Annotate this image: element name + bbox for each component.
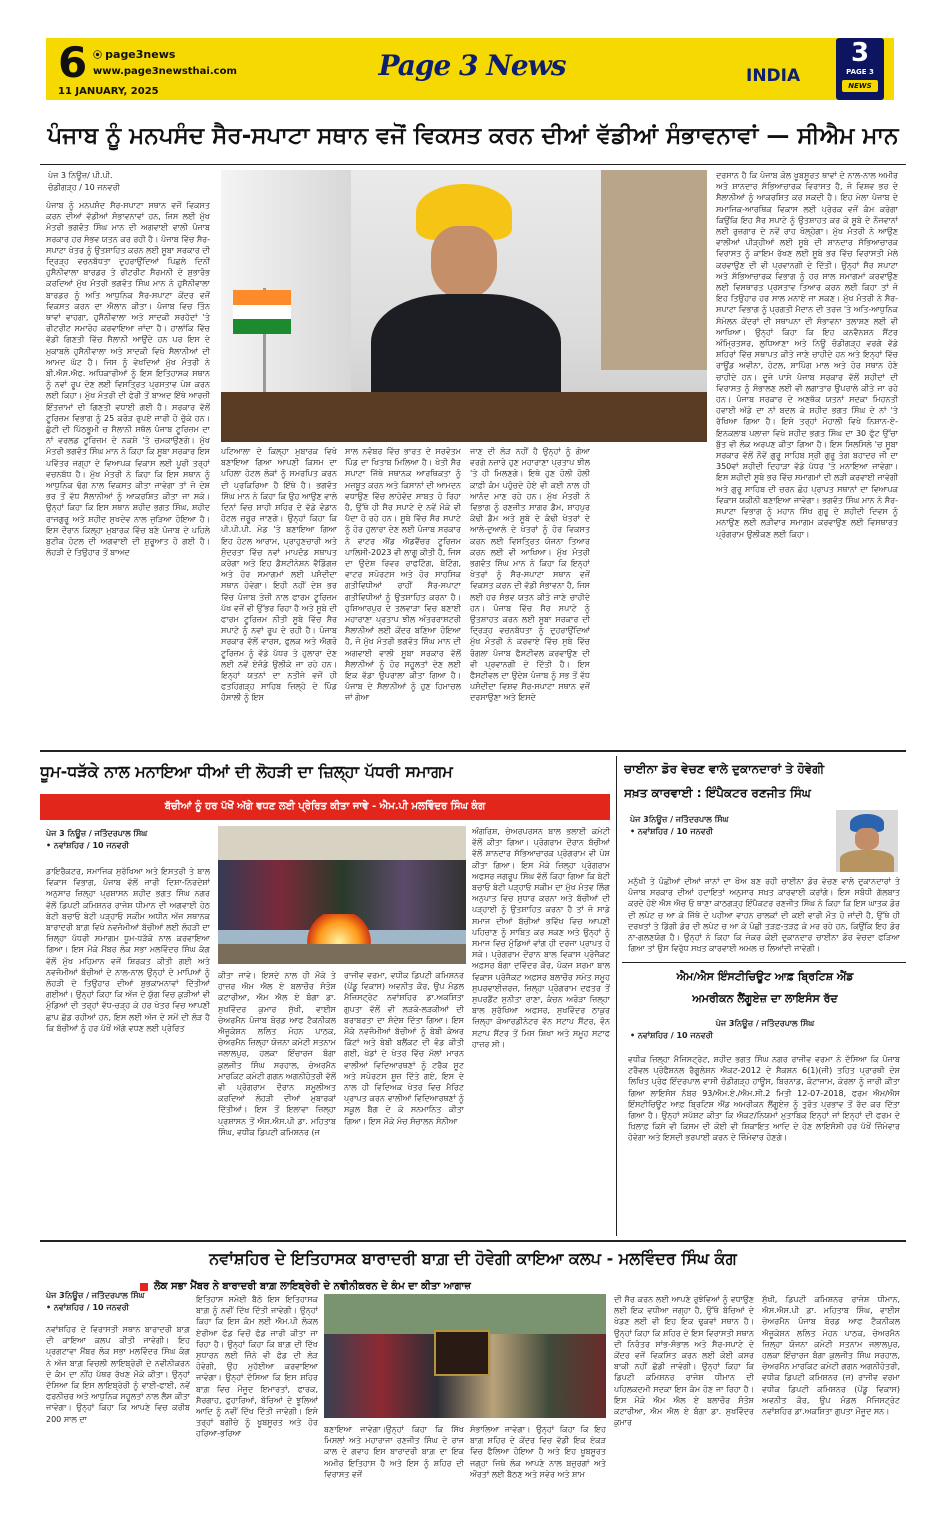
story3-body: ਮਨੁੱਖੀ ਤੇ ਪੰਛੀਆਂ ਦੀਆਂ ਜਾਨਾਂ ਦਾ ਖੌਅ ਬਣ ਰਹੀ ਚਾਈਨਾ ਡੋਰ ਵੇਚਣ ਵਾਲੇ ਦੁਕਾਨਦਾਰਾਂ ਤੇ ਪੰਜਾਬ ਸਰਕਾਰ ਦੀਆਂ ਹਦਾਇਤਾਂ ਅਨੁਸਾਰ ਸਖ਼ਤ ਕਾਰਵਾਈ ਕਰਾਂਗੇ। ਇਸ ਸਬੰਧੀ ਗੱਲਬਾਤ ਕਰਦੇ ਹੋਏ ਐਸ ਐਚ ਓ ਥਾਣਾ ਕਾਠਗੜ੍ਹ ਇੰਪੈਕਟਰ ਰਣਜੀਤ ਸਿੰਘ ਨੇ ਕਿਹਾ ਕਿ ਇਸ ਘਾਤਕ ਡੋਰ ਦੀ ਲਪੇਟ ਚ ਆ ਕੇ ਜਿੱਥੇ ਦੋ ਪਹੀਆ ਵਾਹਨ ਚਾਲਕਾਂ ਦੀ ਕਈ ਵਾਰੀ ਮੌਤ ਹੋ ਜਾਂਦੀ ਹੈ, ਉੱਥੇ ਹੀ ਦਰਖਤਾਂ ਤੇ ਡਿੱਗੀ ਡੋਰ ਦੀ ਲਪੇਟ ਚ ਆ ਕੇ ਪੰਛੀ ਤੜਫ਼-ਤੜਫ਼ ਕੇ ਮਰ ਰਹੇ ਹਨ, ਕਿਉਂਕਿ ਇਹ ਡੋਰ ਨਾ-ਗਲਣਯੋਗ ਹੈ। ਉਨ੍ਹਾਂ ਨੇ ਕਿਹਾ ਕਿ ਜੇਕਰ ਕੋਈ ਦੁਕਾਨਦਾਰ ਚਾਈਨਾ ਡੋਰ ਵੇਚਦਾ ਫੜਿਆ ਗਿਆ ਤਾਂ ਉਸ ਵਿਰੁੱਧ ਸਖ਼ਤ ਕਾਰਵਾਈ ਅਮਲ ਚ ਲਿਆਂਦੀ ਜਾਵੇਗੀ। [628,877,900,954]
face [431,226,497,298]
story2-col3: ਰਾਜੀਵ ਵਰਮਾ, ਵਧੀਕ ਡਿਪਟੀ ਕਮਿਸ਼ਨਰ (ਪੇਂਡੂ ਵਿਕਾਸ) ਅਵਨੀਤ ਕੌਰ, ਉਪ ਮੰਡਲ ਮੈਜਿਸਟ੍ਰੇਟ ਨਵਾਂਸ਼ਹਿਰ ਡਾ.ਅਕਸ਼ਿਤਾ ਗੁਪਤਾ ਵੱਲੋਂ ਵੀ ਲੜਕੇ-ਲੜਕੀਆਂ ਦੀ ਬਰਾਬਰਤਾ ਦਾ ਸੰਦੇਸ਼ ਦਿੱਤਾ ਗਿਆ। ਇਸ ਮੌਕੇ ਨਵਜੰਮੀਆਂ ਬੱਚੀਆਂ ਨੂੰ ਬੇਬੀ ਕੇਅਰ ਕਿੱਟਾਂ ਅਤੇ ਬੇਬੀ ਬਲੈਂਕਟ ਦੀ ਵੰਡ ਕੀਤੀ ਗਈ, ਖੇਡਾਂ ਦੇ ਖੇਤਰ ਵਿੱਚ ਮੱਲਾਂ ਮਾਰਨ ਵਾਲੀਆਂ ਵਿਦਿਆਰਥਣਾਂ ਨੂੰ ਟਰੈਕ ਸੂਟ ਅਤੇ ਸਪੋਰਟਸ ਸ਼ੂਜ਼ ਦਿੱਤੇ ਗਏ, ਇਸ ਦੇ ਨਾਲ ਹੀ ਵਿਦਿਅਕ ਖੇਤਰ ਵਿਚ ਮੈਰਿਟ ਪ੍ਰਾਪਤ ਕਰਨ ਵਾਲੀਆਂ ਵਿਦਿਆਰਥਣਾਂ ਨੂੰ ਸਕੂਲ ਬੈਗ ਦੇ ਕੇ ਸਨਮਾਨਿਤ ਕੀਤਾ ਗਿਆ। ਇਸ ਮੌਕੇ ਮੰਚ ਸੰਚਾਲਨ ਸੋਨੀਆ [344,971,464,1126]
story5-col6: ਸੁੱਖੀ, ਡਿਪਟੀ ਕਮਿਸ਼ਨਰ ਰਾਜੇਸ਼ ਧੀਮਾਨ, ਐਸ.ਐਸ.ਪੀ ਡਾ. ਮਹਿਤਾਬ ਸਿੰਘ, ਵਾਈਸ ਚੇਅਰਮੈਨ ਪੰਜਾਬ ਬੋਰਡ ਆਫ ਟੈਕਨੀਕਲ ਐਜੂਕੇਸ਼ਨ ਲਲਿਤ ਮੋਹਨ ਪਾਠਕ, ਚੇਅਰਮੈਨ ਜ਼ਿਲ੍ਹਾ ਯੋਜਨਾ ਕਮੇਟੀ ਸਤਨਾਮ ਜਲਾਲਪੁਰ, ਹਲਕਾ ਇੰਚਾਰਜ ਬੰਗਾ ਕੁਲਜੀਤ ਸਿੰਘ ਸਰਹਾਲ, ਚੇਅਰਮੈਨ ਮਾਰਕਿਟ ਕਮੇਟੀ ਗਗਨ ਅਗਨੀਹੋਤਰੀ, ਵਧੀਕ ਡਿਪਟੀ ਕਮਿਸ਼ਨਰ (ਜ) ਰਾਜੀਵ ਵਰਮਾ ਵਧੀਕ ਡਿਪਟੀ ਕਮਿਸ਼ਨਰ (ਪੇਂਡੂ ਵਿਕਾਸ) ਅਵਨੀਤ ਕੌਰ, ਉਪ ਮੰਡਲ ਮੈਜਿਸਟ੍ਰੇਟ ਨਵਾਂਸ਼ਹਿਰ ਡਾ.ਅਕਸ਼ਿਤਾ ਗੁਪਤਾ ਮੌਜੂਦ ਸਨ। [762,1295,900,1417]
site-label: page3news [105,48,176,61]
story5-subhead: ਲੋਕ ਸਭਾ ਮੈਂਬਰ ਨੇ ਬਾਰਾਦਰੀ ਬਾਗ਼ ਲਾਇਬ੍ਰੇਰੀ ਦੇ ਨਵੀਨੀਕਰਨ ਦੇ ਕੰਮ ਦਾ ਕੀਤਾ ਆਗਾਜ਼ [154,1281,471,1292]
byline-place: • ਨਵਾਂਸ਼ਹਿਰ / 10 ਜਨਵਰੀ [630,1031,713,1040]
trees [324,1294,606,1334]
desk [221,392,707,442]
globe-icon: ⦿ [93,51,106,61]
story4-body: ਵਧੀਕ ਜ਼ਿਲ੍ਹਾ ਮੈਜਿਸਟ੍ਰੇਟ, ਸ਼ਹੀਦ ਭਗਤ ਸਿੰਘ ਨਗਰ ਰਾਜੀਵ ਵਰਮਾ ਨੇ ਦੱਸਿਆ ਕਿ ਪੰਜਾਬ ਟਰੈਵਲ ਪ੍ਰੋਫੈਸ਼ਨਲ ਰੈਗੂਲੇਸ਼ਨ ਐਕਟ-2012 ਦੇ ਸੈਕਸ਼ਨ 6(1)(ਜੀ) ਤਹਿਤ ਪ੍ਰਾਰਥੀ ਦੋਸ਼ ਲਿਖਿਤ ਪ੍ਰੋਫ ਇੰਦਰਪਾਲ ਵਾਸੀ ਚੰਡੀਗੜ੍ਹ ਹਾਊਸ, ਬਿਰਨਾਡ, ਕੋਟਾਜਾਮ, ਕੇਰਲਾ ਨੂੰ ਜਾਰੀ ਕੀਤਾ ਗਿਆ ਲਾਇਸੰਸ ਨੰਬਰ 93/ਐਮ.ਏ./ਐਮ.ਸੀ.2 ਮਿਤੀ 12-07-2018, ਫਰਮ ਐਮ/ਐਸ ਇੰਸਟੀਚਿਊਟ ਆਫ਼ ਬ੍ਰਿਟਿਸ਼ ਐਂਡ ਅਮਰੀਕਨ ਲੈਂਗੂਏਜ਼ ਨੂੰ ਤੁਰੰਤ ਪ੍ਰਭਾਵ ਤੋਂ ਰੱਦ ਕਰ ਦਿੱਤਾ ਗਿਆ ਹੈ। ਉਨ੍ਹਾਂ ਸਪੱਸ਼ਟ ਕੀਤਾ ਕਿ ਐਕਟ/ਨਿਯਮਾਂ ਮੁਤਾਬਿਕ ਇਨ੍ਹਾਂ ਜਾਂ ਇਨ੍ਹਾਂ ਦੀ ਫਰਮ ਦੇ ਖ਼ਿਲਾਫ਼ ਕਿਸੇ ਵੀ ਕਿਸਮ ਦੀ ਕੋਈ ਵੀ ਸ਼ਿਕਾਇਤ ਆਦਿ ਦੇ ਹੋਣ ਲਾਇਸੰਸੀ ਹਰ ਪੱਖੋਂ ਜ਼ਿੰਮੇਵਾਰ ਹੋਵੇਗਾ ਅਤੇ ਇਸਦੀ ਭਰਪਾਈ ਕਰਨ ਦੇ ਜ਼ਿੰਮੇਵਾਰ ਹੋਣਗੇ। [628,1055,900,1143]
story5-col3: ਬਣਾਇਆ ਜਾਵੇਗਾ।ਉਨ੍ਹਾਂ ਕਿਹਾ ਕਿ ਸਿੱਖ ਮਿਸਲਾਂ ਅਤੇ ਮਹਾਰਾਜਾ ਰਣਜੀਤ ਸਿੰਘ ਦੇ ਰਾਜ ਕਾਲ ਦੇ ਗਵਾਹ ਇਸ ਬਾਰਾਦਰੀ ਬਾਗ਼ ਦਾ ਇਕ ਅਮੀਰ ਇਤਿਹਾਸ ਹੈ ਅਤੇ ਇਸ ਨੂੰ ਸ਼ਹਿਰ ਦੀ ਵਿਰਾਸਤ ਵਜੋਂ [324,1425,464,1479]
badge-line1: PAGE 3 [846,68,874,76]
divider [40,750,906,752]
byline-agency: ਪੇਜ 3 ਨਿਊਜ਼/ ਪੀ.ਪੀ. [48,171,113,180]
byline-agency: ਪੇਜ 3ਨਿਊਜ਼ / ਜਤਿੰਦਰਪਾਲ ਸਿੰਘ [46,1291,145,1300]
page3-badge [836,38,884,100]
story1-headline: ਪੰਜਾਬ ਨੂੰ ਮਨਪਸੰਦ ਸੈਰ-ਸਪਾਟਾ ਸਥਾਨ ਵਜੋਂ ਵਿਕਸਤ ਕਰਨ ਦੀਆਂ ਵੱਡੀਆਂ ਸੰਭਾਵਨਾਵਾਂ — ਸੀਐਮ ਮਾਨ [47,123,899,149]
story2-col4: ਅੰਗਰਿਸ਼, ਚੇਅਰਪਰਸਨ ਬਾਲ ਭਲਾਈ ਕਮੇਟੀ ਵੱਲੋਂ ਕੀਤਾ ਗਿਆ। ਪ੍ਰੋਗਰਾਮ ਦੌਰਾਨ ਬੱਚੀਆਂ ਵੱਲੋਂ ਸ਼ਾਨਦਾਰ ਸੱਭਿਆਚਾਰਕ ਪ੍ਰੋਗਰਾਮ ਵੀ ਪੇਸ਼ ਕੀਤਾ ਗਿਆ। ਇਸ ਮੌਕੇ ਜ਼ਿਲ੍ਹਾ ਪ੍ਰੋਗਰਾਮ ਅਫਸਰ ਜਗਰੂਪ ਸਿੰਘ ਵੱਲੋਂ ਕਿਹਾ ਗਿਆ ਕਿ ਬੇਟੀ ਬਚਾਓ ਬੇਟੀ ਪੜ੍ਹਾਓ ਸਕੀਮ ਦਾ ਮੁੱਖ ਮੰਤਵ ਲਿੰਗ ਅਨੁਪਾਤ ਵਿਚ ਸੁਧਾਰ ਕਰਨਾ ਅਤੇ ਬੱਚੀਆਂ ਦੀ ਪੜ੍ਹਾਈ ਨੂੰ ਉਤਸ਼ਾਹਿਤ ਕਰਨਾ ਹੈ ਤਾਂ ਜੋ ਸਾਡੇ ਸਮਾਜ ਦੀਆਂ ਬੱਚੀਆਂ ਭਵਿੱਖ ਵਿਚ ਆਪਣੀ ਪਹਿਚਾਣ ਨੂੰ ਸਾਬਿਤ ਕਰ ਸਕਣ ਅਤੇ ਉਨ੍ਹਾਂ ਨੂੰ ਸਮਾਜ ਵਿਚ ਮੁੰਡਿਆਂ ਵਾਂਗ ਹੀ ਦਰਜਾ ਪ੍ਰਾਪਤ ਹੋ ਸਕੇ। ਪ੍ਰੋਗਰਾਮ ਦੌਰਾਨ ਬਾਲ ਵਿਕਾਸ ਪ੍ਰੋਜੈਕਟ ਅਫ਼ਸਰ ਬੰਗਾ ਦਵਿੰਦਰ ਕੌਰ, ਪੰਕਜ ਸ਼ਰਮਾ ਬਾਲ ਵਿਕਾਸ ਪ੍ਰੋਜੈਕਟ ਅਫ਼ਸਰ ਬਲਾਚੌਰ ਸਮੇਤ ਸਮੂਹ ਸੁਪਰਵਾਈਜ਼ਰਜ਼, ਜ਼ਿਲ੍ਹਾ ਪ੍ਰੋਗਰਾਮ ਦਫਤਰ ਤੋਂ ਸੁਪਰਡੈਂਟ ਸੁਨੀਤਾ ਰਾਣਾ, ਕੰਚਨ ਅਰੋੜਾ ਜ਼ਿਲ੍ਹਾ ਬਾਲ ਸੁਰੱਖਿਆ ਅਫਸਰ, ਸੁਖਵਿੰਦਰ ਠਾਕੁਰ ਜ਼ਿਲ੍ਹਾ ਕੋਆਰਡੀਨੇਟਰ ਵੱਨ ਸਟਾਪ ਸੈਂਟਰ, ਵੰਨ ਸਟਾਪ ਸੈਂਟਰ ਤੋਂ ਮਿਸ ਸ਼ਿਖਾ ਅਤੇ ਸਮੂਹ ਸਟਾਫ ਹਾਜ਼ਰ ਸੀ। [472,827,610,1049]
masthead [0,0,945,110]
story1-col5: ਦਰਸਾਨ ਹੈ ਕਿ ਪੰਜਾਬ ਕੋਲ ਖੂਬਸੂਰਤ ਥਾਵਾਂ ਦੇ ਨਾਲ-ਨਾਲ ਅਮੀਰ ਅਤੇ ਸ਼ਾਨਦਾਰ ਸੱਭਿਆਚਾਰਕ ਵਿਰਾਸਤ ਹੈ, ਜੋ ਵਿਸ਼ਵ ਭਰ ਦੇ ਸੈਲਾਨੀਆਂ ਨੂੰ ਆਕਰਸ਼ਿਤ ਕਰ ਸਕਦੀ ਹੈ। ਇਹ ਮੇਲਾ ਪੰਜਾਬ ਦੇ ਸਮਾਜਿਕ-ਆਰਥਿਕ ਵਿਕਾਸ ਲਈ ਪ੍ਰੇਰਕ ਵਜੋਂ ਕੰਮ ਕਰੇਗਾ ਕਿਉਂਕਿ ਇਹ ਸੈਰ ਸਪਾਟੇ ਨੂੰ ਉਤਸ਼ਾਹਤ ਕਰ ਕੇ ਸੂਬੇ ਦੇ ਨੌਜਵਾਨਾਂ ਲਈ ਰੁਜ਼ਗਾਰ ਦੇ ਨਵੇਂ ਰਾਹ ਖੋਲ੍ਹੇਗਾ। ਮੁੱਖ ਮੰਤਰੀ ਨੇ ਆਉਣ ਵਾਲੀਆਂ ਪੀੜ੍ਹੀਆਂ ਲਈ ਸੂਬੇ ਦੀ ਸ਼ਾਨਦਾਰ ਸੱਭਿਆਚਾਰਕ ਵਿਰਾਸਤ ਨੂੰ ਕਾਇਮ ਰੱਖਣ ਲਈ ਸੂਬੇ ਭਰ ਵਿੱਚ ਵਿਰਾਸਤੀ ਮੇਲੇ ਕਰਵਾਉਣ ਦੀ ਵੀ ਪ੍ਰਵਾਨਗੀ ਦੇ ਦਿੱਤੀ। ਉਨ੍ਹਾਂ ਸੈਰ ਸਪਾਟਾ ਅਤੇ ਸੱਭਿਆਚਾਰਕ ਵਿਭਾਗ ਨੂੰ ਹਰ ਸਾਲ ਸਮਾਗਮਾਂ ਕਰਵਾਉਣ ਲਈ ਵਿਸਥਾਰਤ ਪ੍ਰਸਤਾਵ ਤਿਆਰ ਕਰਨ ਲਈ ਕਿਹਾ ਤਾਂ ਜੋ ਇਹ ਤਿਉਹਾਰ ਹਰ ਸਾਲ ਮਨਾਏ ਜਾ ਸਕਣ। ਮੁੱਖ ਮੰਤਰੀ ਨੇ ਸੈਰ-ਸਪਾਟਾ ਵਿਭਾਗ ਨੂੰ ਪ੍ਰਗਤੀ ਮੈਦਾਨ ਦੀ ਤਰਜ਼ 'ਤੇ ਅਤਿ-ਆਧੁਨਿਕ ਸੰਮੇਲਨ ਕੇਂਦਰਾਂ ਦੀ ਸਥਾਪਨਾ ਦੀ ਸੰਭਾਵਨਾ ਤਲਾਸ਼ਣ ਲਈ ਵੀ ਆਖਿਆ। ਉਨ੍ਹਾਂ ਕਿਹਾ ਕਿ ਇਹ ਕਨਵੈਨਸ਼ਨ ਸੈਂਟਰ ਅੰਮ੍ਰਿਤਸਰ, ਲੁਧਿਆਣਾ ਅਤੇ ਨਿਊ ਚੰਡੀਗੜ੍ਹ ਵਰਗੇ ਵੱਡੇ ਸ਼ਹਿਰਾਂ ਵਿੱਚ ਸਥਾਪਤ ਕੀਤੇ ਜਾਣੇ ਚਾਹੀਦੇ ਹਨ ਅਤੇ ਇਨ੍ਹਾਂ ਵਿੱਚ ਰਾਊਂਡ ਅਵੀਨਾ, ਹੋਟਲ, ਸ਼ਾਪਿੰਗ ਮਾਲ ਅਤੇ ਹੋਰ ਸਥਾਨ ਹੋਣੇ ਚਾਹੀਦੇ ਹਨ। ਦੂਜੇ ਪਾਸੇ ਪੰਜਾਬ ਸਰਕਾਰ ਵੱਲੋਂ ਸ਼ਹੀਦਾਂ ਦੀ ਵਿਰਾਸਤ ਨੂੰ ਸੰਭਾਲਣ ਲਈ ਵੀ ਲਗਾਤਾਰ ਉਪਰਾਲੇ ਕੀਤੇ ਜਾ ਰਹੇ ਹਨ। ਪੰਜਾਬ ਸਰਕਾਰ ਦੇ ਅਣਥੱਕ ਯਤਨਾਂ ਸਦਕਾ ਮਿਹਨਤੀ ਹਵਾਈ ਅੱਡੇ ਦਾ ਨਾਂ ਬਦਲ ਕੇ ਸ਼ਹੀਦ ਭਗਤ ਸਿੰਘ ਦੇ ਨਾਂ 'ਤੇ ਰੱਖਿਆ ਗਿਆ ਹੈ। ਇਸੇ ਤਰ੍ਹਾਂ ਮੋਹਾਲੀ ਵਿਖੇ ਨਿਸ਼ਾਨ-ਏ-ਇਨਕਲਾਬ ਪਲਾਜ਼ਾ ਵਿਖੇ ਸ਼ਹੀਦ ਭਗਤ ਸਿੰਘ ਦਾ 30 ਫੁੱਟ ਉੱਚਾ ਬੁੱਤ ਵੀ ਲੋਕ ਅਰਪਣ ਕੀਤਾ ਗਿਆ ਹੈ। ਇਸ ਸਿਲਸਿਲੇ 'ਚ ਸੂਬਾ ਸਰਕਾਰ ਵੱਲੋਂ ਨੌਵੇਂ ਗੁਰੂ ਸਾਹਿਬ ਸ੍ਰੀ ਗੁਰੂ ਤੇਗ ਬਹਾਦਰ ਜੀ ਦਾ 350ਵਾਂ ਸ਼ਹੀਦੀ ਦਿਹਾੜਾ ਵੱਡੇ ਪੱਧਰ 'ਤੇ ਮਨਾਇਆ ਜਾਵੇਗਾ। ਇਸ ਸ਼ਹੀਦੀ ਸੂਬੇ ਭਰ ਵਿੱਚ ਸਮਾਗਮਾਂ ਦੀ ਲੜੀ ਕਰਵਾਈ ਜਾਵੇਗੀ ਅਤੇ ਗੁਰੂ ਸਾਹਿਬ ਦੀ ਚਰਨ ਛੋਹ ਪ੍ਰਾਪਤ ਸਥਾਨਾਂ ਦਾ ਵਿਆਪਕ ਵਿਕਾਸ ਯਕੀਨੀ ਬਣਾਇਆ ਜਾਵੇਗਾ। ਭਗਵੰਤ ਸਿੰਘ ਮਾਨ ਨੇ ਸੈਰ-ਸਪਾਟਾ ਵਿਭਾਗ ਨੂੰ ਮਹਾਨ ਸਿੱਖ ਗੁਰੂ ਦੇ ਸ਼ਹੀਦੀ ਦਿਵਸ ਨੂੰ ਮਨਾਉਣ ਲਈ ਲੜੀਵਾਰ ਸਮਾਗਮ ਕਰਵਾਉਣ ਲਈ ਵਿਸਥਾਰਤ ਪ੍ਰੋਗਰਾਮ ਉਲੀਕਣ ਲਈ ਕਿਹਾ। [716,171,898,539]
story1-col4: ਜਾਣ ਦੀ ਲੋੜ ਨਹੀਂ ਹੈ ਉਨ੍ਹਾਂ ਨੂੰ ਗੋਆ ਵਰਗੇ ਨਜ਼ਾਰੇ ਹੁਣ ਮਹਾਰਾਣਾ ਪ੍ਰਤਾਪ ਝੀਲ 'ਤੇ ਹੀ ਮਿਲਣਗੇ। ਇਥੇ ਹੁਣ ਹੋਲੀ ਹੋਲੀ ਕਾਫ਼ੀ ਕੰਮ ਪਹੁੰਚਦੇ ਹੋਏ ਵੀ ਕਈ ਨਾਲ ਹੀ ਆਨੰਦ ਮਾਣ ਰਹੇ ਹਨ। ਮੁੱਖ ਮੰਤਰੀ ਨੇ ਵਿਭਾਗ ਨੂੰ ਰਣਜੀਤ ਸਾਗਰ ਡੈਮ, ਸ਼ਾਹਪੁਰ ਕੰਢੀ ਡੈਮ ਅਤੇ ਸੂਬੇ ਦੇ ਕੰਢੀ ਖੇਤਰਾਂ ਦੇ ਆਲੇ-ਦੁਆਲੇ ਦੇ ਖੇਤਰਾਂ ਨੂੰ ਹੋਰ ਵਿਕਸਤ ਕਰਨ ਲਈ ਵਿਸਤ੍ਰਿਤ ਯੋਜਨਾ ਤਿਆਰ ਕਰਨ ਲਈ ਵੀ ਆਖਿਆ। ਮੁੱਖ ਮੰਤਰੀ ਭਗਵੰਤ ਸਿੰਘ ਮਾਨ ਨੇ ਕਿਹਾ ਕਿ ਇਨ੍ਹਾਂ ਖੇਤਰਾਂ ਨੂੰ ਸੈਰ-ਸਪਾਟਾ ਸਥਾਨ ਵਜੋਂ ਵਿਕਸਤ ਕਰਨ ਦੀ ਵੱਡੀ ਸੰਭਾਵਨਾ ਹੈ, ਜਿਸ ਲਈ ਹਰ ਸੰਭਵ ਯਤਨ ਕੀਤੇ ਜਾਣੇ ਚਾਹੀਦੇ ਹਨ। ਪੰਜਾਬ ਵਿੱਚ ਸੈਰ ਸਪਾਟੇ ਨੂੰ ਉਤਸ਼ਾਹਤ ਕਰਨ ਲਈ ਸੂਬਾ ਸਰਕਾਰ ਦੀ ਦ੍ਰਿੜ੍ਹ ਵਚਨਬੱਧਤਾ ਨੂੰ ਦੁਹਰਾਉਂਦਿਆਂ ਮੁੱਖ ਮੰਤਰੀ ਨੇ ਕਰਵਾਏ ਵਿੱਚ ਸੁਬੇ ਵਿੱਚ ਰੰਗਲਾ ਪੰਜਾਬ ਫੈਸਟੀਵਲ ਕਰਵਾਉਣ ਦੀ ਵੀ ਪ੍ਰਵਾਨਗੀ ਦੇ ਦਿੱਤੀ ਹੈ। ਇਸ ਫੈਸਟੀਵਲ ਦਾ ਉਦੇਸ਼ ਪੰਜਾਬ ਨੂੰ ਸਭ ਤੋਂ ਵੱਧ ਪਸੰਦੀਦਾ ਵਿਸ਼ਵ ਸੈਰ-ਸਪਾਟਾ ਸਥਾਨ ਵਜੋਂ ਦਰਸਾਉਣਾ ਅਤੇ ਇਸਦੇ [470,447,590,703]
story5-col2: ਇਤਿਹਾਸ ਸਮੋਈ ਬੈਠੇ ਇਸ ਇਤਿਹਾਸਕ ਬਾਗ਼ ਨੂੰ ਨਵੀਂ ਦਿੱਖ ਦਿੱਤੀ ਜਾਵੇਗੀ। ਉਨ੍ਹਾਂ ਕਿਹਾ ਕਿ ਇਸ ਕੰਮ ਲਈ ਐਮ.ਪੀ ਲੋਕਲ ਏਰੀਆ ਫੰਡ ਵਿਚੋਂ ਫੰਡ ਜਾਰੀ ਕੀਤਾ ਜਾ ਰਿਹਾ ਹੈ। ਉਨ੍ਹਾਂ ਕਿਹਾ ਕਿ ਬਾਗ਼ ਦੀ ਦਿੱਖ ਸੁਧਾਰਨ ਲਈ ਜਿੰਨੇ ਵੀ ਫੰਡ ਦੀ ਲੋੜ ਹੋਵੇਗੀ, ਉਹ ਮੁਹੱਈਆ ਕਰਵਾਇਆ ਜਾਵੇਗਾ। ਉਨ੍ਹਾਂ ਦੱਸਿਆ ਕਿ ਇਸ ਸ਼ਹਿਰ ਬਾਗ਼ ਵਿਚ ਮੌਜੂਦ ਇਮਾਰਤਾਂ, ਫਾਰਕ, ਸੈਰਗਾਹ, ਫੁਹਾਰਿਆਂ, ਬੱਚਿਆਂ ਦੇ ਝੂਲਿਆਂ ਆਦਿ ਨੂੰ ਨਵੀਂ ਦਿੱਖ ਦਿੱਤੀ ਜਾਵੇਗੀ। ਇਸੇ ਤਰ੍ਹਾਂ ਬਗੀਚੇ ਨੂੰ ਖੂਬਸੂਰਤ ਅਤੇ ਹੋਰ ਹਰਿਆ-ਭਰਿਆ [196,1295,318,1439]
story5-subhead-row [140,1276,820,1296]
byline-agency: ਪੇਜ 3ਨਿਊਜ਼ / ਜਤਿੰਦਰਪਾਲ ਸਿੰਘ [715,1019,815,1028]
story2-col2: ਕੀਤਾ ਜਾਵੇ। ਇਸਦੇ ਨਾਲ ਹੀ ਮੌਕੇ ਤੇ ਹਾਜ਼ਰ ਐਮ ਐਲ ਏ ਬਲਾਚੌਰ ਸੰਤੋਸ਼ ਕਟਾਰੀਆ, ਐਮ ਐਲ ਏ ਬੰਗਾ ਡਾ. ਸੁਖਵਿੰਦਰ ਕੁਮਾਰ ਸੁੱਖੀ, ਵਾਈਸ ਚੇਅਰਮੈਨ ਪੰਜਾਬ ਬੋਰਡ ਆਫ ਟੈਕਨੀਕਲ ਐਜੂਕੇਸ਼ਨ ਲਲਿਤ ਮੋਹਨ ਪਾਠਕ, ਚੇਅਰਮੈਨ ਜ਼ਿਲ੍ਹਾ ਯੋਜਨਾ ਕਮੇਟੀ ਸਤਨਾਮ ਜਲਾਲਪੁਰ, ਹਲਕਾ ਇੰਚਾਰਜ ਬੰਗਾ ਕੁਲਜੀਤ ਸਿੰਘ ਸਰਹਾਲ, ਚੇਅਰਮੈਨ ਮਾਰਕਿਟ ਕਮੇਟੀ ਗਗਨ ਅਗਨੀਹੋਤਰੀ ਵੱਲੋਂ ਵੀ ਪ੍ਰੋਗਰਾਮ ਦੌਰਾਨ ਸ਼ਮੂਲੀਅਤ ਕਰਦਿਆਂ ਲੋਹੜੀ ਦੀਆਂ ਮੁਬਾਰਕਾਂ ਦਿੱਤੀਆਂ। ਇਸ ਤੋਂ ਇਲਾਵਾ ਜ਼ਿਲ੍ਹਾ ਪ੍ਰਸ਼ਾਸਨ ਤੋਂ ਐਸ.ਐਸ.ਪੀ ਡਾ. ਮਹਿਤਾਬ ਸਿੰਘ, ਵਧੀਕ ਡਿਪਟੀ ਕਮਿਸ਼ਨਰ (ਜ [218,971,336,1137]
byline-place: • ਨਵਾਂਸ਼ਹਿਰ / 10 ਜਨਵਰੀ [46,841,129,850]
story4-headline-line1: ਐਮ/ਐਸ ਇੰਸਟੀਚਿਊਟ ਆਫ਼ ਬ੍ਰਿਟਿਸ਼ ਐਂਡ [676,970,854,983]
byline-agency: ਪੇਜ 3ਨਿਊਜ਼ / ਜਤਿੰਦਰਪਾਲ ਸਿੰਘ [630,815,729,824]
site-url[interactable]: www.page3newsthai.com [93,66,237,77]
story5-col5: ਦੀ ਸੈਰ ਕਰਨ ਲਈ ਆਪਣੇ ਰੁਝੇਵਿਆਂ ਨੂੰ ਵਧਾਉਣ ਲਈ ਇਕ ਵਧੀਆ ਜਗ੍ਹਾ ਹੈ, ਉੱਥੇ ਬੱਚਿਆਂ ਦੇ ਖੇਡਣ ਲਈ ਵੀ ਇਹ ਇਕ ਢੁਕਵਾਂ ਸਥਾਨ ਹੈ। ਉਨ੍ਹਾਂ ਕਿਹਾ ਕਿ ਸ਼ਹਿਰ ਦੇ ਇਸ ਵਿਰਾਸਤੀ ਸਥਾਨ ਦੀ ਨਿਰੰਤਰ ਸਾਂਭ-ਸੰਭਾਲ ਅਤੇ ਸੈਰ-ਸਪਾਟੇ ਦੇ ਕੇਂਦਰ ਵਜੋਂ ਵਿਕਸਿਤ ਕਰਨ ਲਈ ਕੋਈ ਕਸਰ ਬਾਕੀ ਨਹੀਂ ਛੱਡੀ ਜਾਵੇਗੀ। ਉਨ੍ਹਾਂ ਕਿਹਾ ਕਿ ਡਿਪਟੀ ਕਮਿਸ਼ਨਰ ਰਾਜੇਸ਼ ਧੀਮਾਨ ਦੀ ਪਹਿਲਕਦਮੀ ਸਦਕਾ ਇਸ ਕੰਮ ਹੋਣ ਜਾ ਰਿਹਾ ਹੈ। ਇਸ ਮੌਕੇ ਐਮ ਐਲ ਏ ਬਲਾਚੌਰ ਸੰਤੋਸ਼ ਕਟਾਰੀਆ, ਐਮ ਐਲ ਏ ਬੰਗਾ ਡਾ. ਸੁਖਵਿੰਦਰ ਕੁਮਾਰ [614,1295,754,1428]
story5-headline: ਨਵਾਂਸ਼ਹਿਰ ਦੇ ਇਤਿਹਾਸਕ ਬਾਰਾਦਰੀ ਬਾਗ਼ ਦੀ ਹੋਵੇਗੀ ਕਾਇਆ ਕਲਪ - ਮਲਵਿੰਦਰ ਸਿੰਘ ਕੰਗ [209,1249,737,1268]
story5-col1: ਨਵਾਂਸ਼ਹਿਰ ਦੇ ਵਿਰਾਸਤੀ ਸਥਾਨ ਬਾਰਾਦਰੀ ਬਾਗ਼ ਦੀ ਕਾਇਆ ਕਲਪ ਕੀਤੀ ਜਾਵੇਗੀ। ਇਹ ਪ੍ਰਗਟਾਵਾ ਮੈਂਬਰ ਲੋਕ ਸਭਾ ਮਲਵਿੰਦਰ ਸਿੰਘ ਕੰਗ ਨੇ ਅੱਜ ਬਾਗ਼ ਵਿਚਲੀ ਲਾਇਬ੍ਰੇਰੀ ਦੇ ਨਵੀਨੀਕਰਨ ਦੇ ਕੰਮ ਦਾ ਨੀਂਹ ਪੱਥਰ ਰੱਖਣ ਮੌਕੇ ਕੀਤਾ। ਉਨ੍ਹਾਂ ਦੱਸਿਆ ਕਿ ਇਸ ਲਾਇਬ੍ਰੇਰੀ ਨੂੰ ਵਾਈ-ਫਾਈ, ਨਵੇਂ ਫਰਨੀਚਰ ਅਤੇ ਆਧੁਨਿਕ ਸਹੂਲਤਾਂ ਨਾਲ ਲੈਸ ਕੀਤਾ ਜਾਵੇਗਾ। ਉਨ੍ਹਾਂ ਕਿਹਾ ਕਿ ਆਪਣੇ ਵਿਚ ਕਰੀਬ 200 ਸਾਲ ਦਾ [46,1325,190,1424]
divider [622,962,906,963]
face [855,828,879,850]
logo: Page 3 News [378,49,566,82]
story3-byline [630,814,830,838]
byline-place: • ਨਵਾਂਸ਼ਹਿਰ / 10 ਜਨਵਰੀ [630,827,713,836]
story1-col2: ਪਟਿਆਲਾ ਦੇ ਕਿਲ੍ਹਾ ਮੁਬਾਰਕ ਵਿਖੇ ਬਣਾਇਆ ਗਿਆ ਆਪਣੀ ਕਿਸਮ ਦਾ ਪਹਿਲਾ ਹੋਟਲ ਲੋਕਾਂ ਨੂੰ ਸਮਰਪਿਤ ਕਰਨ ਦੀ ਪ੍ਰਕਿਰਿਆ ਹੈ ਇੱਥੇ ਹੈ। ਭਗਵੰਤ ਸਿੰਘ ਮਾਨ ਨੇ ਕਿਹਾ ਕਿ ਉਹ ਆਉਣ ਵਾਲੇ ਦਿਨਾਂ ਵਿਚ ਸ਼ਾਹੀ ਸ਼ਹਿਰ ਦੇ ਵੱਡੇ ਵੰਡਾਨ ਹੋਟਲ ਜ਼ਰੂਰ ਜਾਣਗੇ। ਉਨ੍ਹਾਂ ਕਿਹਾ ਕਿ ਪੀ.ਪੀ.ਪੀ. ਮੋਡ 'ਤੇ ਬਣਾਇਆ ਗਿਆ ਇਹ ਹੋਟਲ ਆਰਾਮ, ਪ੍ਰਾਹੁਣਚਾਰੀ ਅਤੇ ਸੁੰਦਰਤਾ ਵਿੱਚ ਨਵਾਂ ਮਾਪਦੰਡ ਸਥਾਪਤ ਕਰੇਗਾ ਅਤੇ ਇਹ ਡੈਸਟੀਨੇਸ਼ਨ ਵੈਡਿੰਗਜ਼ ਅਤੇ ਹੋਰ ਸਮਾਗਮਾਂ ਲਈ ਪਸੰਦੀਦਾ ਸਥਾਨ ਹੋਵੇਗਾ। ਇਹੀ ਨਹੀਂ ਦੇਸ਼ ਭਰ ਵਿੱਚ ਪੰਜਾਬ ਤੇਜ਼ੀ ਨਾਲ ਫਾਰਮ ਟੂਰਿਜ਼ਮ ਪੱਖ ਵਜੋਂ ਵੀ ਉੱਭਰ ਰਿਹਾ ਹੈ ਅਤੇ ਸੂਬੇ ਦੀ ਫਾਰਮ ਟੂਰਿਜ਼ਮ ਨੀਤੀ ਸੂਬੇ ਵਿੱਚ ਸੈਰ ਸਪਾਟੇ ਨੂੰ ਨਵਾਂ ਰੂਪ ਦੇ ਰਹੀ ਹੈ। ਪੰਜਾਬ ਸਰਕਾਰ ਵੱਲੋਂ ਵਾਰਸ, ਫੁਲਕ ਅਤੇ ਐਗਰੋ ਟੂਰਿਜ਼ਮ ਨੂੰ ਵੱਡੇ ਪੱਧਰ ਤੇ ਹੁਲਾਰਾ ਦੇਣ ਲਈ ਨਵੇਂ ਏਜੰਡੇ ਉਲੀਕੇ ਜਾ ਰਹੇ ਹਨ। ਇਨ੍ਹਾਂ ਯਤਨਾਂ ਦਾ ਨਤੀਜੇ ਵਜੋਂ ਹੀ ਫਤਹਿਗੜ੍ਹ ਸਾਹਿਬ ਜ਼ਿਲ੍ਹੇ ਦੇ ਪਿੰਡ ਹੰਸਾਲੀ ਨੂੰ ਇਸ [221,447,337,703]
story2-byline [46,828,216,852]
edition-label: INDIA [746,66,801,86]
story2-col1: ਡਾਇਰੈਕਟਰ, ਸਮਾਜਿਕ ਸੁਰੱਖਿਆ ਅਤੇ ਇਸਤਰੀ ਤੇ ਬਾਲ ਵਿਕਾਸ ਵਿਭਾਗ, ਪੰਜਾਬ ਵੱਲੋਂ ਜਾਰੀ ਦਿਸ਼ਾ-ਨਿਰਦੇਸ਼ਾਂ ਅਨੁਸਾਰ ਜ਼ਿਲ੍ਹਾ ਪ੍ਰਸ਼ਾਸਨ ਸ਼ਹੀਦ ਭਗਤ ਸਿੰਘ ਨਗਰ ਵੱਲੋਂ ਡਿਪਟੀ ਕਮਿਸ਼ਨਰ ਰਾਜੇਸ਼ ਧੀਮਾਨ ਦੀ ਅਗਵਾਈ ਹੇਠ ਬੇਟੀ ਬਚਾਓ ਬੇਟੀ ਪੜ੍ਹਾਓ ਸਕੀਮ ਅਧੀਨ ਅੱਜ ਸਥਾਨਕ ਬਾਰਾਦਰੀ ਬਾਗ਼ ਵਿਖੇ ਨਵਜੰਮੀਆਂ ਬੱਚੀਆਂ ਲਈ ਲੋਹੜੀ ਦਾ ਜ਼ਿਲ੍ਹਾ ਪੱਧਰੀ ਸਮਾਗਮ ਧੂਮ-ਧੜੱਕੇ ਨਾਲ ਕਰਵਾਇਆ ਗਿਆ। ਇਸ ਮੌਕੇ ਮੈਂਬਰ ਲੋਕ ਸਭਾ ਮਲਵਿੰਦਰ ਸਿੰਘ ਕੰਗ ਵੱਲੋਂ ਮੁੱਖ ਮਹਿਮਾਨ ਵਜੋਂ ਸ਼ਿਰਕਤ ਕੀਤੀ ਗਈ ਅਤੇ ਨਵਜੰਮੀਆਂ ਬੱਚੀਆਂ ਦੇ ਨਾਲ-ਨਾਲ ਉਨ੍ਹਾਂ ਦੇ ਮਾਪਿਆਂ ਨੂੰ ਲੋਹੜੀ ਦੇ ਤਿਉਹਾਰ ਦੀਆਂ ਸ਼ੁਭਕਾਮਨਾਵਾਂ ਦਿੱਤੀਆਂ ਗਈਆਂ। ਉਨ੍ਹਾਂ ਕਿਹਾ ਕਿ ਅੱਜ ਦੇ ਯੁੱਗ ਵਿਚ ਕੁੜੀਆਂ ਵੀ ਮੁੰਡਿਆਂ ਦੀ ਤਰ੍ਹਾਂ ਵੱਧ-ਚੜ੍ਹ ਕੇ ਹਰ ਖੇਤਰ ਵਿਚ ਆਪਣੀ ਛਾਪ ਛੱਡ ਰਹੀਆਂ ਹਨ, ਇਸ ਲਈ ਅੱਜ ਦੇ ਸਮੇਂ ਦੀ ਲੋੜ ਹੈ ਕਿ ਬੱਚੀਆਂ ਨੂੰ ਹਰ ਪੱਖੋਂ ਅੱਗੇ ਵਧਣ ਲਈ ਪ੍ਰੇਰਿਤ [46,867,210,1033]
byline-agency: ਪੇਜ 3 ਨਿਊਜ਼ / ਜਤਿੰਦਰਪਾਲ ਸਿੰਘ [46,829,148,838]
page-number: 6 [58,38,88,87]
story1-byline [48,170,208,194]
story2-subhead-band [40,794,610,820]
story1-col3: ਸਾਲ ਨਵੰਬਰ ਵਿੱਚ ਭਾਰਤ ਦੇ ਸਰਵੋਤਮ ਪਿੰਡ ਦਾ ਖਿਤਾਬ ਮਿਲਿਆ ਹੈ। ਖੇਤੀ ਸੈਰ ਸਪਾਟਾ ਜਿੱਥੇ ਸਥਾਨਕ ਆਰਥਿਕਤਾ ਨੂੰ ਮਜ਼ਬੂਤ ਕਰਨ ਅਤੇ ਕਿਸਾਨਾਂ ਦੀ ਆਮਦਨ ਵਧਾਉਣ ਵਿੱਚ ਲਾਹੇਵੰਦ ਸਾਬਤ ਹੋ ਰਿਹਾ ਹੈ, ਉੱਥੇ ਹੀ ਸੈਰ ਸਪਾਟੇ ਦੇ ਨਵੇਂ ਮੌਕੇ ਵੀ ਪੈਦਾ ਹੋ ਰਹੇ ਹਨ। ਸੂਬੇ ਵਿੱਚ ਸੈਰ ਸਪਾਟੇ ਨੂੰ ਹੋਰ ਹੁਲਾਰਾ ਦੇਣ ਲਈ ਪੰਜਾਬ ਸਰਕਾਰ ਨੇ ਵਾਟਰ ਐਂਡ ਐਡਵੈਂਚਰ ਟੂਰਿਜ਼ਮ ਪਾਲਿਸੀ-2023 ਵੀ ਲਾਗੂ ਕੀਤੀ ਹੈ, ਜਿਸ ਦਾ ਉਦੇਸ਼ ਰਿਵਰ ਰਾਫਟਿੰਗ, ਬੋਟਿੰਗ, ਵਾਟਰ ਸਪੋਰਟਸ ਅਤੇ ਹੋਰ ਸਾਹਸਿਕ ਗਤੀਵਿਧੀਆਂ ਰਾਹੀਂ ਸੈਰ-ਸਪਾਟਾ ਗਤੀਵਿਧੀਆਂ ਨੂੰ ਉਤਸ਼ਾਹਿਤ ਕਰਨਾ ਹੈ। ਹੁਸ਼ਿਆਰਪੁਰ ਦੇ ਤਲਵਾੜਾ ਵਿਚ ਬਣਾਈ ਮਹਾਰਾਣਾ ਪ੍ਰਤਾਪ ਝੀਲ ਅੰਤਰਰਾਸ਼ਟਰੀ ਸੈਲਾਨੀਆਂ ਲਈ ਕੇਂਦਰ ਬਣਿਆ ਹੋਇਆ ਹੈ, ਜੋ ਮੁੱਖ ਮੰਤਰੀ ਭਗਵੰਤ ਸਿੰਘ ਮਾਨ ਦੀ ਅਗਵਾਈ ਵਾਲੀ ਸੂਬਾ ਸਰਕਾਰ ਵੱਲੋਂ ਸੈਲਾਨੀਆਂ ਨੂੰ ਹੋਰ ਸਹੂਲਤਾਂ ਦੇਣ ਲਈ ਇਕ ਵੱਡਾ ਉਪਰਾਲਾ ਕੀਤਾ ਗਿਆ ਹੈ। ਪੰਜਾਬ ਦੇ ਸੈਲਾਨੀਆਂ ਨੂੰ ਹੁਣ ਹਿਮਾਚਲ ਜਾਂ ਗੋਆ [345,447,461,703]
badge-line2: NEWS [842,80,878,92]
story2-headline: ਧੂਮ-ਧੜੱਕੇ ਨਾਲ ਮਨਾਇਆ ਧੀਆਂ ਦੀ ਲੋਹੜੀ ਦਾ ਜ਼ਿਲ੍ਹਾ ਪੱਧਰੀ ਸਮਾਗਮ [40,762,453,781]
lohri-event-photo [218,826,466,964]
story1-col1: ਪੰਜਾਬ ਨੂੰ ਮਨਪਸੰਦ ਸੈਰ-ਸਪਾਟਾ ਸਥਾਨ ਵਜੋਂ ਵਿਕਸਤ ਕਰਨ ਦੀਆਂ ਵੱਡੀਆਂ ਸੰਭਾਵਨਾਵਾਂ ਹਨ, ਜਿਸ ਲਈ ਮੁੱਖ ਮੰਤਰੀ ਭਗਵੰਤ ਸਿੰਘ ਮਾਨ ਦੀ ਅਗਵਾਈ ਵਾਲੀ ਪੰਜਾਬ ਸਰਕਾਰ ਹਰ ਸੰਭਵ ਯਤਨ ਕਰ ਰਹੀ ਹੈ। ਪੰਜਾਬ ਵਿੱਚ ਸੈਰ-ਸਪਾਟਾ ਖੇਤਰ ਨੂੰ ਉਤਸ਼ਾਹਿਤ ਕਰਨ ਲਈ ਸੂਬਾ ਸਰਕਾਰ ਦੀ ਦ੍ਰਿੜ੍ਹ ਵਚਨਬੱਧਤਾ ਦੁਹਰਾਉਂਦਿਆਂ ਪਿਛਲੇ ਦਿਨੀਂ ਹੁਸੈਨੀਵਾਲਾ ਬਾਰਡਰ ਤੇ ਰੀਟਰੀਟ ਸੈਰਮਨੀ ਦੇ ਸ਼ੁਭਾਰੰਭ ਕਰਦਿਆਂ ਮੁੱਖ ਮੰਤਰੀ ਭਗਵੰਤ ਸਿੰਘ ਮਾਨ ਨੇ ਹੁਸੈਨੀਵਾਲਾ ਬਾਰਡਰ ਨੂੰ ਅਤਿ ਆਧੁਨਿਕ ਸੈਰ-ਸਪਾਟਾ ਕੇਂਦਰ ਵਜੋਂ ਵਿਕਸਤ ਕਰਨ ਦਾ ਐਲਾਨ ਕੀਤਾ। ਪੰਜਾਬ ਵਿਚ ਤਿੰਨ ਥਾਵਾਂ ਵਾਹਗਾ, ਹੁਸੈਨੀਵਾਲਾ ਅਤੇ ਸਾਦਕੀ ਸਰਹੱਦਾਂ 'ਤੇ ਰੀਟਰੀਟ ਸਮਾਰੋਹ ਕਰਵਾਇਆ ਜਾਂਦਾ ਹੈ। ਹਾਲਾਂਕਿ ਵਿੱਚ ਵੱਡੀ ਗਿਣਤੀ ਵਿੱਚ ਸੈਲਾਨੀ ਆਉਂਦੇ ਹਨ ਪਰ ਇਸ ਦੇ ਮੁਕਾਬਲੇ ਹੁਸੈਨੀਵਾਲਾ ਅਤੇ ਸਾਦਕੀ ਵਿਖੇ ਸੈਲਾਨੀਆਂ ਦੀ ਆਮਦ ਘੱਟ ਹੈ। ਜਿਸ ਨੂੰ ਵੇਖਦਿਆਂ ਮੁੱਖ ਮੰਤਰੀ ਨੇ ਬੀ.ਐਸ.ਐਫ. ਅਧਿਕਾਰੀਆਂ ਨੂੰ ਇਸ ਇਤਿਹਾਸਕ ਸਥਾਨ ਨੂੰ ਨਵਾਂ ਰੂਪ ਦੇਣ ਲਈ ਵਿਸਤ੍ਰਿਤ ਪ੍ਰਸਤਾਵ ਪੇਸ਼ ਕਰਨ ਲਈ ਕਿਹਾ। ਮੁੱਖ ਮੰਤਰੀ ਦੀ ਫੇਰੀ ਤੋਂ ਬਾਅਦ ਇੱਥੇ ਆਰਜ਼ੀ ਇੰਤਜ਼ਾਮਾਂ ਦੀ ਗਿਣਤੀ ਵਧਾਈ ਗਈ ਹੈ। ਸਰਕਾਰ ਵੱਲੋਂ ਟੂਰਿਜ਼ਮ ਵਿਭਾਗ ਨੂੰ 25 ਕਰੋੜ ਰੁਪਏ ਜਾਰੀ ਹੋ ਚੁੱਕੇ ਹਨ। ਛੁੱਟੀ ਦੀ ਪਿੱਠਭੂਮੀ ਚ ਸੈਲਾਨੀ ਸਥੱਲ ਪੰਜਾਬ ਟੂਰਿਜ਼ਮ ਦਾ ਨਾਂ ਵਰਲਡ ਟੂਰਿਜ਼ਮ ਦੇ ਨਕਸ਼ੇ 'ਤੇ ਚਮਕਾਉਣਗੇ। ਮੁੱਖ ਮੰਤਰੀ ਭਗਵੰਤ ਸਿੰਘ ਮਾਨ ਨੇ ਕਿਹਾ ਕਿ ਸੂਬਾ ਸਰਕਾਰ ਇਸ ਪਵਿੱਤਰ ਜਗ੍ਹਾ ਦੇ ਵਿਆਪਕ ਵਿਕਾਸ ਲਈ ਪੂਰੀ ਤਰ੍ਹਾਂ ਵਚਨਬੱਧ ਹੈ। ਮੁੱਖ ਮੰਤਰੀ ਨੇ ਕਿਹਾ ਕਿ ਇਸ ਸਥਾਨ ਨੂੰ ਆਧੁਨਿਕ ਢੰਗ ਨਾਲ ਵਿਕਸਤ ਕੀਤਾ ਜਾਵੇਗਾ ਤਾਂ ਜੋ ਦੇਸ਼ ਭਰ ਤੋਂ ਵੱਧ ਸੈਲਾਨੀਆਂ ਨੂੰ ਆਕਰਸ਼ਿਤ ਕੀਤਾ ਜਾ ਸਕੇ। ਉਨ੍ਹਾਂ ਕਿਹਾ ਕਿ ਇਸ ਸਥਾਨ ਸ਼ਹੀਦ ਭਗਤ ਸਿੰਘ, ਸ਼ਹੀਦ ਰਾਜਗੁਰੂ ਅਤੇ ਸ਼ਹੀਦ ਸੁਖਦੇਵ ਨਾਲ ਜੁੜਿਆ ਹੋਇਆ ਹੈ। ਇਸ ਦੌਰਾਨ ਕਿਲ੍ਹਾ ਮੁਬਾਰਕ ਵਿੱਚ ਬਣੇ ਪੰਜਾਬ ਦੇ ਪਹਿਲੇ ਬੁਟੀਕ ਹੋਟਲ ਦੀ ਅਗਵਾਈ ਦੀ ਸ਼ੁਰੂਆਤ ਹੋ ਗਈ ਹੈ। ਲੋਹੜੀ ਦੇ ਤਿਉਹਾਰ ਤੋਂ ਬਾਅਦ [46,201,210,558]
byline-place: • ਨਵਾਂਸ਼ਹਿਰ / 10 ਜਨਵਰੀ [46,1303,129,1312]
badge-number: 3 [850,38,870,68]
story3-headline-line1: ਚਾਈਨਾ ਡੋਰ ਵੇਚਣ ਵਾਲੇ ਦੁਕਾਨਦਾਰਾਂ ਤੇ ਹੋਵੇਗੀ [624,762,825,776]
story2-subhead: ਬੱਚੀਆਂ ਨੂੰ ਹਰ ਪੱਖੋਂ ਅੱਗੇ ਵਧਣ ਲਈ ਪ੍ਰੇਰਿਤ ਕੀਤਾ ਜਾਵੇ - ਐਮ.ਪੀ ਮਲਵਿੰਦਰ ਸਿੰਘ ਕੰਗ [164,801,486,812]
plaque [434,1330,490,1376]
divider [40,1240,906,1242]
story4-headline-line2: ਅਮਰੀਕਨ ਲੈਂਗੂਏਜ਼ ਦਾ ਲਾਇਸੰਸ ਰੱਦ [692,992,838,1005]
tent [218,826,466,860]
ground [218,944,466,964]
cm-mann-photo [221,170,707,442]
inspector-photo [836,810,898,872]
uniform [840,850,894,872]
site-name [93,48,175,61]
story5-byline [46,1290,206,1314]
column-divider [616,756,617,1236]
story5-col4: ਸੰਭਾਲਿਆ ਜਾਵੇਗਾ। ਉਨ੍ਹਾਂ ਕਿਹਾ ਕਿ ਇਹ ਬਾਗ਼ ਸ਼ਹਿਰ ਦੇ ਕੇਂਦਰ ਵਿਚ ਵੱਡੀ ਇਕ ਏਕੜ ਵਿਚ ਫੈਲਿਆ ਹੋਇਆ ਹੈ ਅਤੇ ਇਹ ਖੂਬਸੂਰਤ ਜਗ੍ਹਾ ਜਿਥੇ ਲੋਕ ਆਪਣੇ ਨਾਲ ਬਜ਼ੁਰਗਾਂ ਅਤੇ ਔਰਤਾਂ ਲਈ ਬੈਠਣ ਅਤੇ ਸਵੇਰ ਅਤੇ ਸ਼ਾਮ [470,1425,606,1479]
byline-place: ਚੰਡੀਗੜ੍ਹ / 10 ਜਨਵਰੀ [48,183,120,192]
divider [40,164,906,165]
story3-headline-line2: ਸਖ਼ਤ ਕਾਰਵਾਈ : ਇੰਪੈਕਟਰ ਰਣਜੀਤ ਸਿੰਘ [624,786,811,800]
issue-date: 11 JANUARY, 2025 [58,86,159,97]
bookshelf [601,170,707,370]
story4-byline [630,1018,900,1042]
india-flag-icon [233,290,291,334]
baradari-foundation-photo [324,1294,606,1418]
